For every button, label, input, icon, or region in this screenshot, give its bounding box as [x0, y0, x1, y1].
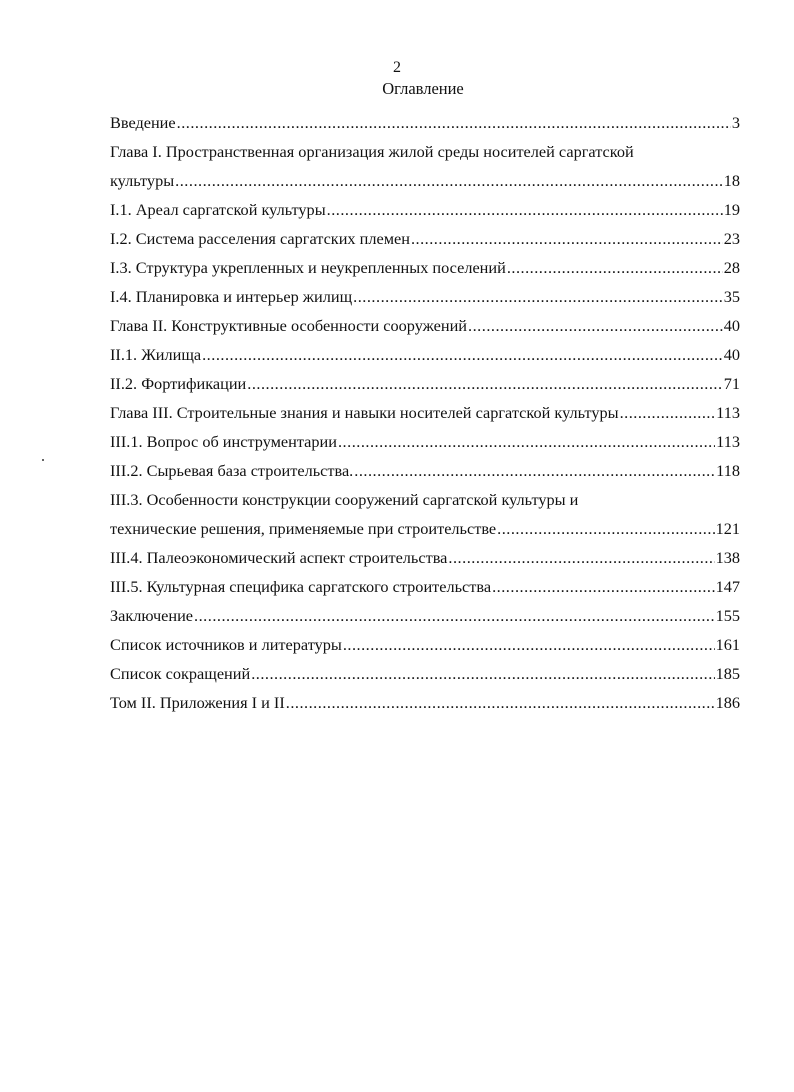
toc-entry-chapter-3[interactable]	[110, 401, 740, 430]
toc-entry-section-3-4[interactable]	[110, 546, 740, 575]
toc-entry-label: III.2. Сырьевая база строительства.	[110, 461, 354, 480]
toc-leader-dots	[194, 604, 715, 628]
toc-leader-dots	[353, 285, 723, 309]
toc-entry-label: III.5. Культурная специфика саргатского строительства	[110, 577, 492, 596]
toc-leader-dots	[338, 430, 715, 454]
scan-speck	[42, 459, 44, 461]
toc-entry-chapter-2[interactable]	[110, 314, 740, 343]
toc-entry-introduction[interactable]	[110, 111, 740, 140]
toc-entry-volume-2[interactable]	[110, 691, 740, 720]
toc-leader-dots	[286, 691, 715, 715]
toc-entry-page: 3	[731, 113, 740, 132]
toc-leader-dots	[448, 546, 714, 570]
toc-entry-section-3-3-continuation[interactable]	[110, 517, 740, 546]
toc-title: Оглавление	[382, 79, 464, 98]
toc-entry-label: I.1. Ареал саргатской культуры	[110, 200, 326, 219]
toc-entry-label: Глава II. Конструктивные особенности сооружений	[110, 316, 468, 335]
toc-entry-label-continuation: технические решения, применяемые при строительстве	[110, 519, 497, 538]
toc-entry-section-1-1[interactable]	[110, 198, 740, 227]
toc-leader-dots	[327, 198, 723, 222]
toc-entry-section-3-2[interactable]	[110, 459, 740, 488]
toc-entry-section-2-1[interactable]	[110, 343, 740, 372]
toc-leader-dots	[492, 575, 714, 599]
toc-leader-dots	[177, 111, 731, 135]
toc-entry-label: I.4. Планировка и интерьер жилищ	[110, 287, 353, 306]
toc-leader-dots	[468, 314, 723, 338]
toc-leader-dots	[202, 343, 723, 367]
toc-entry-page: 113	[716, 403, 740, 422]
toc-entry-page: 35	[723, 287, 740, 306]
toc-leader-dots	[343, 633, 715, 657]
toc-entry-page: 186	[715, 693, 740, 712]
toc-entry-label: Список сокращений	[110, 664, 251, 683]
toc-entry-page: 118	[716, 461, 740, 480]
toc-entry-page: 23	[723, 229, 740, 248]
page-number: 2	[393, 59, 401, 76]
table-of-contents	[110, 111, 740, 720]
toc-entry-page: 155	[715, 606, 740, 625]
toc-entry-chapter-1[interactable]	[110, 140, 740, 169]
toc-entry-label: III.4. Палеоэкономический аспект строительства	[110, 548, 448, 567]
toc-leader-dots	[175, 169, 723, 193]
toc-entry-conclusion[interactable]	[110, 604, 740, 633]
toc-entry-page: 121	[715, 519, 740, 538]
toc-entry-section-3-3[interactable]	[110, 488, 740, 517]
toc-leader-dots	[497, 517, 714, 541]
toc-entry-label: III.1. Вопрос об инструментарии	[110, 432, 337, 451]
toc-entry-page: 40	[723, 316, 740, 335]
toc-entry-label: Список источников и литературы	[110, 635, 342, 654]
toc-entry-page: 40	[723, 345, 740, 364]
toc-leader-dots	[251, 662, 714, 686]
toc-entry-page: 71	[723, 374, 740, 393]
toc-entry-label: II.1. Жилища	[110, 345, 202, 364]
toc-entry-section-3-5[interactable]	[110, 575, 740, 604]
toc-entry-references[interactable]	[110, 633, 740, 662]
toc-entry-page: 138	[715, 548, 740, 567]
toc-entry-label: Заключение	[110, 606, 194, 625]
toc-entry-section-1-3[interactable]	[110, 256, 740, 285]
toc-entry-label: Глава I. Пространственная организация жилой среды носителей саргатской	[110, 142, 634, 161]
toc-leader-dots	[507, 256, 723, 280]
toc-entry-section-3-1[interactable]	[110, 430, 740, 459]
toc-entry-label-continuation: культуры	[110, 171, 175, 190]
toc-entry-page: 161	[715, 635, 740, 654]
toc-leader-dots	[247, 372, 722, 396]
toc-leader-dots	[620, 401, 716, 425]
toc-entry-chapter-1-continuation[interactable]	[110, 169, 740, 198]
toc-entry-label: Том II. Приложения I и II	[110, 693, 285, 712]
toc-entry-label: II.2. Фортификации	[110, 374, 247, 393]
toc-entry-section-1-4[interactable]	[110, 285, 740, 314]
toc-entry-label: III.3. Особенности конструкции сооружений саргатской культуры и	[110, 490, 579, 509]
toc-leader-dots	[411, 227, 723, 251]
toc-entry-page: 28	[723, 258, 740, 277]
toc-entry-page: 185	[715, 664, 740, 683]
toc-entry-section-2-2[interactable]	[110, 372, 740, 401]
toc-entry-page: 18	[723, 171, 740, 190]
toc-entry-section-1-2[interactable]	[110, 227, 740, 256]
toc-entry-abbreviations[interactable]	[110, 662, 740, 691]
toc-entry-page: 19	[723, 200, 740, 219]
toc-entry-page: 113	[716, 432, 740, 451]
toc-leader-dots	[354, 459, 715, 483]
toc-entry-label: I.3. Структура укрепленных и неукрепленных поселений	[110, 258, 506, 277]
toc-entry-label: I.2. Система расселения саргатских племен	[110, 229, 410, 248]
toc-entry-label: Введение	[110, 113, 176, 132]
toc-entry-label: Глава III. Строительные знания и навыки носителей саргатской культуры	[110, 403, 619, 422]
toc-entry-page: 147	[715, 577, 740, 596]
